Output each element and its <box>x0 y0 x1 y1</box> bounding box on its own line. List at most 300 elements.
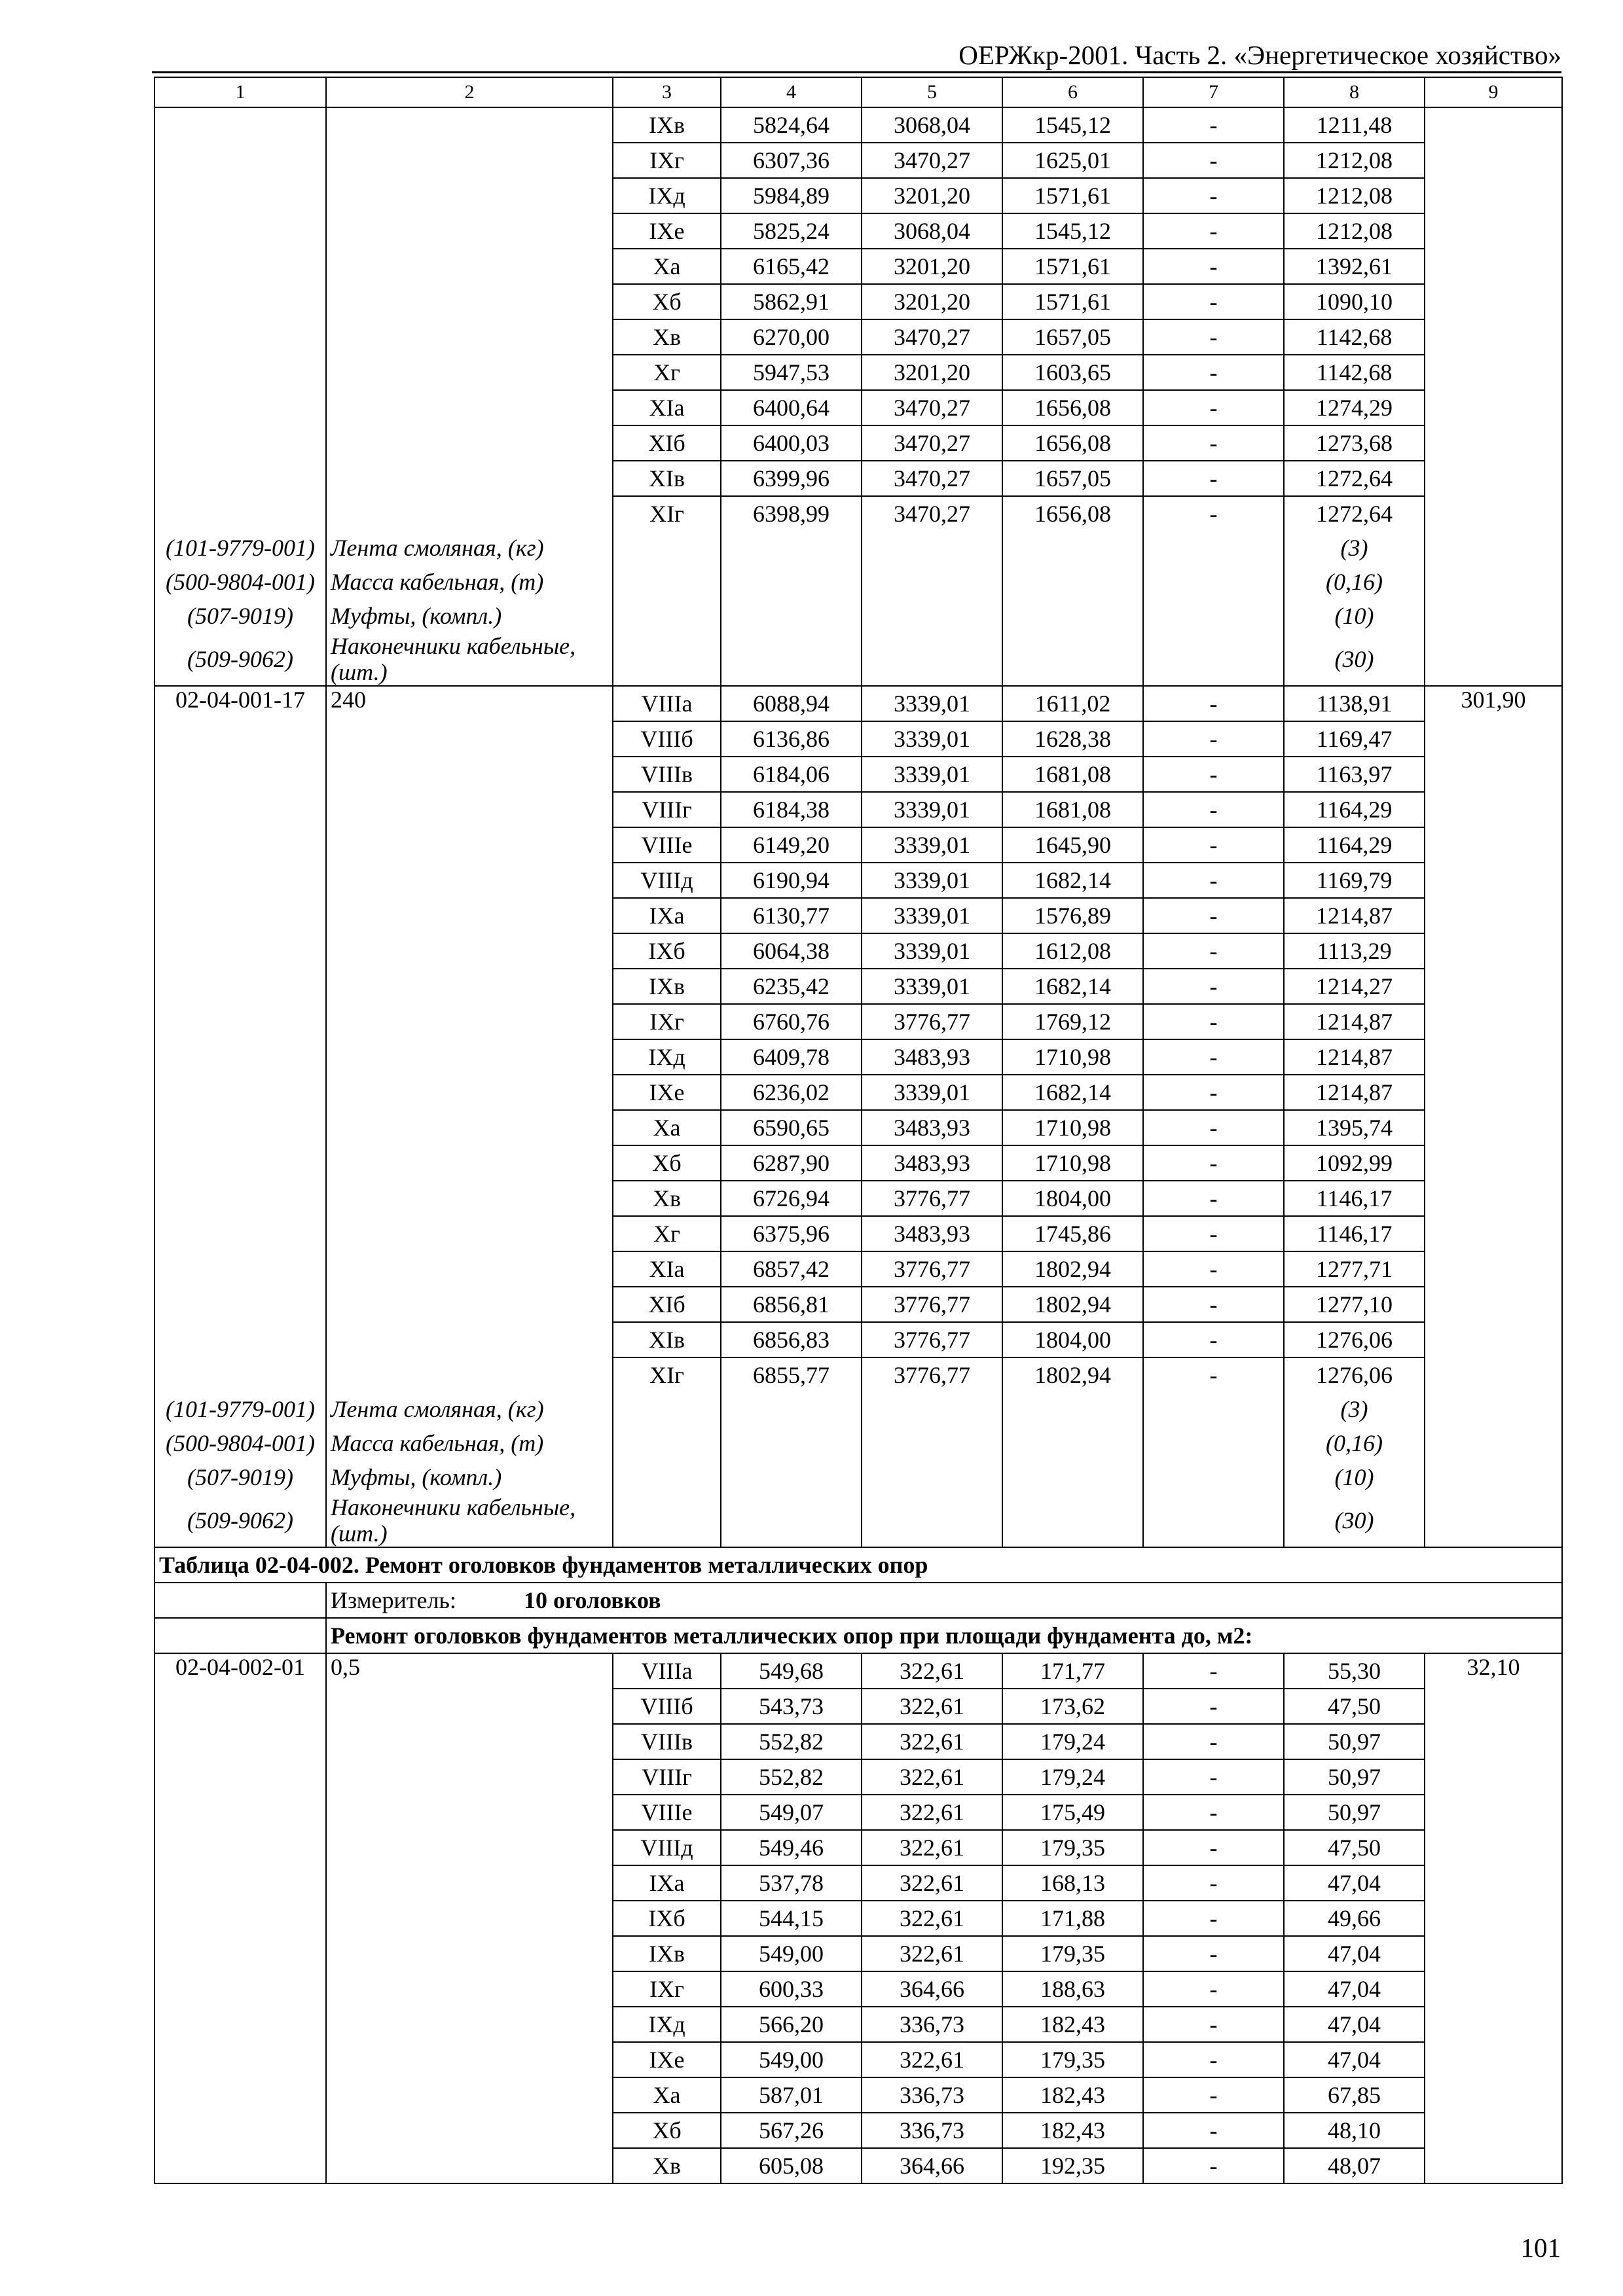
region-zone: Xб <box>613 2113 721 2148</box>
materials-cost: 47,04 <box>1284 2007 1425 2042</box>
materials-cost: 1142,68 <box>1284 355 1425 390</box>
machine-operation: 1571,61 <box>1002 284 1143 319</box>
driver-wages: - <box>1143 1971 1284 2007</box>
direct-costs: 549,46 <box>721 1830 862 1865</box>
materials-cost: 1214,87 <box>1284 1039 1425 1075</box>
direct-costs: 549,07 <box>721 1795 862 1830</box>
driver-wages: - <box>1143 1075 1284 1110</box>
labor-wages: 3470,27 <box>862 425 1002 461</box>
direct-costs: 6726,94 <box>721 1181 862 1216</box>
labor-wages: 364,66 <box>862 2148 1002 2183</box>
direct-costs: 5825,24 <box>721 213 862 249</box>
driver-wages: - <box>1143 213 1284 249</box>
labor-wages: 3339,01 <box>862 1075 1002 1110</box>
empty-cell <box>862 633 1002 686</box>
rate-row <box>155 1653 1562 1689</box>
direct-costs: 6270,00 <box>721 319 862 355</box>
empty-cell <box>721 599 862 633</box>
direct-costs: 537,78 <box>721 1865 862 1901</box>
materials-cost: 1146,17 <box>1284 1181 1425 1216</box>
empty-cell <box>613 1392 721 1426</box>
driver-wages: - <box>1143 1110 1284 1145</box>
machine-operation: 1681,08 <box>1002 757 1143 792</box>
material-row <box>155 633 1562 686</box>
region-zone: Xб <box>613 1145 721 1181</box>
direct-costs: 6307,36 <box>721 143 862 178</box>
driver-wages: - <box>1143 2077 1284 2113</box>
region-zone: IXд <box>613 178 721 213</box>
material-name: Лента смоляная, (кг) <box>326 1392 613 1426</box>
rate-name: 0,5 <box>326 1653 613 2183</box>
empty-cell <box>155 1583 326 1618</box>
labor-wages: 336,73 <box>862 2007 1002 2042</box>
material-name: Масса кабельная, (т) <box>326 1426 613 1460</box>
materials-cost: 1212,08 <box>1284 178 1425 213</box>
direct-costs: 5947,53 <box>721 355 862 390</box>
region-zone: Xa <box>613 1110 721 1145</box>
material-row <box>155 1426 1562 1460</box>
direct-costs: 5862,91 <box>721 284 862 319</box>
direct-costs: 6855,77 <box>721 1357 862 1392</box>
machine-operation: 1571,61 <box>1002 178 1143 213</box>
direct-costs: 549,00 <box>721 2042 862 2077</box>
rate-name: 240 <box>326 686 613 1392</box>
materials-cost: 1090,10 <box>1284 284 1425 319</box>
empty-cell <box>613 565 721 599</box>
table-title: Таблица 02-04-002. Ремонт оголовков фундаментов металлических опор <box>155 1547 1562 1583</box>
machine-operation: 1802,94 <box>1002 1357 1143 1392</box>
driver-wages: - <box>1143 1287 1284 1322</box>
driver-wages: - <box>1143 1901 1284 1936</box>
machine-operation: 1769,12 <box>1002 1004 1143 1039</box>
machine-operation: 1657,05 <box>1002 461 1143 496</box>
empty-cell <box>613 531 721 565</box>
labor-wages: 322,61 <box>862 1653 1002 1689</box>
driver-wages: - <box>1143 496 1284 531</box>
machine-operation: 179,35 <box>1002 1936 1143 1971</box>
labor-wages: 364,66 <box>862 1971 1002 2007</box>
materials-cost: 1146,17 <box>1284 1216 1425 1251</box>
labor-wages: 3776,77 <box>862 1251 1002 1287</box>
region-zone: VIIIб <box>613 1689 721 1724</box>
materials-cost: 1272,64 <box>1284 461 1425 496</box>
driver-wages: - <box>1143 933 1284 969</box>
materials-cost: 47,04 <box>1284 1971 1425 2007</box>
empty-cell <box>613 633 721 686</box>
machine-operation: 1682,14 <box>1002 969 1143 1004</box>
labor-wages: 3339,01 <box>862 792 1002 827</box>
materials-cost: 47,50 <box>1284 1689 1425 1724</box>
material-name: Масса кабельная, (т) <box>326 565 613 599</box>
driver-wages: - <box>1143 178 1284 213</box>
driver-wages: - <box>1143 1830 1284 1865</box>
region-zone: Xб <box>613 284 721 319</box>
labor-hours <box>1425 107 1562 686</box>
materials-cost: 1272,64 <box>1284 496 1425 531</box>
direct-costs: 6235,42 <box>721 969 862 1004</box>
materials-cost: 1138,91 <box>1284 686 1425 721</box>
region-zone: VIIIa <box>613 686 721 721</box>
labor-wages: 3339,01 <box>862 863 1002 898</box>
direct-costs: 6136,86 <box>721 721 862 757</box>
materials-cost: 1163,97 <box>1284 757 1425 792</box>
material-quantity: (10) <box>1284 599 1425 633</box>
empty-cell <box>1143 1460 1284 1494</box>
labor-wages: 3776,77 <box>862 1322 1002 1357</box>
driver-wages: - <box>1143 1357 1284 1392</box>
region-zone: Xa <box>613 249 721 284</box>
labor-wages: 336,73 <box>862 2113 1002 2148</box>
direct-costs: 6856,81 <box>721 1287 862 1322</box>
materials-cost: 1395,74 <box>1284 1110 1425 1145</box>
region-zone: IXб <box>613 1901 721 1936</box>
machine-operation: 1645,90 <box>1002 827 1143 863</box>
driver-wages: - <box>1143 284 1284 319</box>
direct-costs: 6409,78 <box>721 1039 862 1075</box>
direct-costs: 6398,99 <box>721 496 862 531</box>
materials-cost: 47,04 <box>1284 2042 1425 2077</box>
driver-wages: - <box>1143 686 1284 721</box>
driver-wages: - <box>1143 1724 1284 1759</box>
empty-cell <box>862 1494 1002 1547</box>
machine-operation: 1710,98 <box>1002 1145 1143 1181</box>
direct-costs: 5824,64 <box>721 107 862 143</box>
materials-cost: 50,97 <box>1284 1795 1425 1830</box>
driver-wages: - <box>1143 2113 1284 2148</box>
empty-cell <box>721 531 862 565</box>
driver-wages: - <box>1143 1004 1284 1039</box>
direct-costs: 552,82 <box>721 1759 862 1795</box>
direct-costs: 6184,06 <box>721 757 862 792</box>
labor-wages: 322,61 <box>862 1689 1002 1724</box>
meter-value: 10 оголовков <box>524 1587 661 1613</box>
table-title-row <box>155 1547 1562 1583</box>
machine-operation: 1682,14 <box>1002 1075 1143 1110</box>
labor-wages: 3068,04 <box>862 213 1002 249</box>
empty-cell <box>613 1494 721 1547</box>
machine-operation: 1603,65 <box>1002 355 1143 390</box>
labor-wages: 3068,04 <box>862 107 1002 143</box>
empty-cell <box>1143 1494 1284 1547</box>
direct-costs: 6400,64 <box>721 390 862 425</box>
direct-costs: 6088,94 <box>721 686 862 721</box>
material-row <box>155 1494 1562 1547</box>
empty-cell <box>862 565 1002 599</box>
direct-costs: 543,73 <box>721 1689 862 1724</box>
materials-cost: 1113,29 <box>1284 933 1425 969</box>
subtitle-row <box>155 1618 1562 1653</box>
material-code: (500-9804-001) <box>155 1426 326 1460</box>
empty-cell <box>1002 1460 1143 1494</box>
driver-wages: - <box>1143 1759 1284 1795</box>
materials-cost: 1274,29 <box>1284 390 1425 425</box>
machine-operation: 1804,00 <box>1002 1322 1143 1357</box>
region-zone: Xв <box>613 2148 721 2183</box>
table-subtitle: Ремонт оголовков фундаментов металлических опор при площади фундамента до, м2: <box>326 1618 1562 1653</box>
machine-operation: 1656,08 <box>1002 496 1143 531</box>
rate-row <box>155 107 1562 143</box>
machine-operation: 1656,08 <box>1002 425 1143 461</box>
region-zone: VIIIг <box>613 792 721 827</box>
direct-costs: 587,01 <box>721 2077 862 2113</box>
material-quantity: (0,16) <box>1284 1426 1425 1460</box>
empty-cell <box>721 633 862 686</box>
region-zone: IXe <box>613 213 721 249</box>
machine-operation: 1804,00 <box>1002 1181 1143 1216</box>
direct-costs: 6400,03 <box>721 425 862 461</box>
empty-cell <box>1002 1494 1143 1547</box>
column-number: 9 <box>1425 77 1562 107</box>
empty-cell <box>862 1460 1002 1494</box>
direct-costs: 6149,20 <box>721 827 862 863</box>
machine-operation: 1545,12 <box>1002 213 1143 249</box>
direct-costs: 6760,76 <box>721 1004 862 1039</box>
empty-cell <box>613 599 721 633</box>
labor-wages: 3201,20 <box>862 284 1002 319</box>
labor-wages: 3339,01 <box>862 757 1002 792</box>
machine-operation: 171,77 <box>1002 1653 1143 1689</box>
region-zone: IXд <box>613 2007 721 2042</box>
materials-cost: 1277,71 <box>1284 1251 1425 1287</box>
meter-label: Измеритель: <box>331 1587 456 1613</box>
materials-cost: 1214,87 <box>1284 1075 1425 1110</box>
machine-operation: 1628,38 <box>1002 721 1143 757</box>
column-number: 7 <box>1143 77 1284 107</box>
empty-cell <box>1143 633 1284 686</box>
labor-wages: 322,61 <box>862 1901 1002 1936</box>
material-code: (507-9019) <box>155 1460 326 1494</box>
labor-wages: 322,61 <box>862 1830 1002 1865</box>
driver-wages: - <box>1143 1653 1284 1689</box>
machine-operation: 175,49 <box>1002 1795 1143 1830</box>
material-row <box>155 1460 1562 1494</box>
labor-wages: 3483,93 <box>862 1145 1002 1181</box>
materials-cost: 1273,68 <box>1284 425 1425 461</box>
labor-wages: 3483,93 <box>862 1110 1002 1145</box>
material-code: (509-9062) <box>155 633 326 686</box>
materials-cost: 1169,47 <box>1284 721 1425 757</box>
header-rule <box>152 71 1561 73</box>
rates-table <box>154 77 1563 2184</box>
machine-operation: 1710,98 <box>1002 1110 1143 1145</box>
machine-operation: 1657,05 <box>1002 319 1143 355</box>
region-zone: Xв <box>613 1181 721 1216</box>
region-zone: VIIIa <box>613 1653 721 1689</box>
column-number: 8 <box>1284 77 1425 107</box>
machine-operation: 1681,08 <box>1002 792 1143 827</box>
region-zone: VIIIд <box>613 1830 721 1865</box>
labor-wages: 3201,20 <box>862 178 1002 213</box>
direct-costs: 6064,38 <box>721 933 862 969</box>
direct-costs: 6375,96 <box>721 1216 862 1251</box>
machine-operation: 179,24 <box>1002 1724 1143 1759</box>
machine-operation: 182,43 <box>1002 2113 1143 2148</box>
direct-costs: 6590,65 <box>721 1110 862 1145</box>
machine-operation: 171,88 <box>1002 1901 1143 1936</box>
labor-wages: 3776,77 <box>862 1004 1002 1039</box>
machine-operation: 1656,08 <box>1002 390 1143 425</box>
materials-cost: 1169,79 <box>1284 863 1425 898</box>
machine-operation: 179,24 <box>1002 1759 1143 1795</box>
materials-cost: 1211,48 <box>1284 107 1425 143</box>
empty-cell <box>721 1392 862 1426</box>
materials-cost: 1214,87 <box>1284 1004 1425 1039</box>
region-zone: VIIIe <box>613 1795 721 1830</box>
labor-wages: 3776,77 <box>862 1181 1002 1216</box>
labor-wages: 322,61 <box>862 1865 1002 1901</box>
direct-costs: 6190,94 <box>721 863 862 898</box>
machine-operation: 1802,94 <box>1002 1251 1143 1287</box>
material-row <box>155 599 1562 633</box>
material-quantity: (30) <box>1284 633 1425 686</box>
empty-cell <box>1143 1426 1284 1460</box>
driver-wages: - <box>1143 1039 1284 1075</box>
empty-cell <box>1002 633 1143 686</box>
materials-cost: 50,97 <box>1284 1724 1425 1759</box>
empty-cell <box>1002 531 1143 565</box>
direct-costs: 552,82 <box>721 1724 862 1759</box>
labor-wages: 3339,01 <box>862 827 1002 863</box>
machine-operation: 1576,89 <box>1002 898 1143 933</box>
machine-operation: 173,62 <box>1002 1689 1143 1724</box>
region-zone: VIIIe <box>613 827 721 863</box>
empty-cell <box>1002 565 1143 599</box>
labor-wages: 3776,77 <box>862 1287 1002 1322</box>
direct-costs: 549,68 <box>721 1653 862 1689</box>
driver-wages: - <box>1143 1145 1284 1181</box>
driver-wages: - <box>1143 107 1284 143</box>
materials-cost: 47,04 <box>1284 1865 1425 1901</box>
direct-costs: 6287,90 <box>721 1145 862 1181</box>
materials-cost: 1164,29 <box>1284 792 1425 827</box>
driver-wages: - <box>1143 1251 1284 1287</box>
materials-cost: 48,10 <box>1284 2113 1425 2148</box>
direct-costs: 544,15 <box>721 1901 862 1936</box>
region-zone: Xг <box>613 1216 721 1251</box>
region-zone: VIIIг <box>613 1759 721 1795</box>
labor-wages: 322,61 <box>862 1795 1002 1830</box>
direct-costs: 6236,02 <box>721 1075 862 1110</box>
machine-operation: 168,13 <box>1002 1865 1143 1901</box>
direct-costs: 5984,89 <box>721 178 862 213</box>
region-zone: XIг <box>613 1357 721 1392</box>
labor-wages: 3470,27 <box>862 390 1002 425</box>
material-name: Муфты, (компл.) <box>326 599 613 633</box>
empty-cell <box>1143 1392 1284 1426</box>
empty-cell <box>721 565 862 599</box>
driver-wages: - <box>1143 425 1284 461</box>
region-zone: XIв <box>613 461 721 496</box>
labor-wages: 3483,93 <box>862 1216 1002 1251</box>
region-zone: IXд <box>613 1039 721 1075</box>
materials-cost: 55,30 <box>1284 1653 1425 1689</box>
driver-wages: - <box>1143 757 1284 792</box>
region-zone: IXe <box>613 1075 721 1110</box>
driver-wages: - <box>1143 249 1284 284</box>
labor-wages: 3470,27 <box>862 496 1002 531</box>
empty-cell <box>1002 1392 1143 1426</box>
meter-row <box>155 1583 1562 1618</box>
region-zone: XIa <box>613 1251 721 1287</box>
driver-wages: - <box>1143 1865 1284 1901</box>
materials-cost: 1214,87 <box>1284 898 1425 933</box>
materials-cost: 1276,06 <box>1284 1357 1425 1392</box>
machine-operation: 188,63 <box>1002 1971 1143 2007</box>
materials-cost: 47,50 <box>1284 1830 1425 1865</box>
empty-cell <box>1143 599 1284 633</box>
direct-costs: 6184,38 <box>721 792 862 827</box>
driver-wages: - <box>1143 827 1284 863</box>
driver-wages: - <box>1143 461 1284 496</box>
materials-cost: 1212,08 <box>1284 143 1425 178</box>
region-zone: IXг <box>613 1004 721 1039</box>
machine-operation: 1545,12 <box>1002 107 1143 143</box>
column-number: 6 <box>1002 77 1143 107</box>
driver-wages: - <box>1143 2007 1284 2042</box>
materials-cost: 1212,08 <box>1284 213 1425 249</box>
labor-wages: 322,61 <box>862 2042 1002 2077</box>
materials-cost: 1092,99 <box>1284 1145 1425 1181</box>
material-code: (500-9804-001) <box>155 565 326 599</box>
labor-hours: 301,90 <box>1425 686 1562 1547</box>
labor-wages: 3339,01 <box>862 933 1002 969</box>
materials-cost: 48,07 <box>1284 2148 1425 2183</box>
empty-cell <box>862 1392 1002 1426</box>
empty-cell <box>862 531 1002 565</box>
material-name: Наконечники кабельные, (шт.) <box>326 1494 613 1547</box>
empty-cell <box>862 1426 1002 1460</box>
region-zone: VIIIд <box>613 863 721 898</box>
empty-cell <box>613 1426 721 1460</box>
empty-cell <box>862 599 1002 633</box>
material-code: (101-9779-001) <box>155 531 326 565</box>
material-quantity: (0,16) <box>1284 565 1425 599</box>
machine-operation: 1682,14 <box>1002 863 1143 898</box>
region-zone: VIIIв <box>613 757 721 792</box>
labor-wages: 322,61 <box>862 1936 1002 1971</box>
machine-operation: 192,35 <box>1002 2148 1143 2183</box>
direct-costs: 6399,96 <box>721 461 862 496</box>
labor-wages: 3470,27 <box>862 143 1002 178</box>
driver-wages: - <box>1143 143 1284 178</box>
driver-wages: - <box>1143 2148 1284 2183</box>
empty-cell <box>1143 531 1284 565</box>
region-zone: XIв <box>613 1322 721 1357</box>
rate-name <box>326 107 613 531</box>
machine-operation: 179,35 <box>1002 1830 1143 1865</box>
materials-cost: 1276,06 <box>1284 1322 1425 1357</box>
running-header: ОЕРЖкр-2001. Часть 2. «Энергетическое хозяйство» <box>958 40 1561 70</box>
materials-cost: 47,04 <box>1284 1936 1425 1971</box>
column-number: 4 <box>721 77 862 107</box>
driver-wages: - <box>1143 1689 1284 1724</box>
driver-wages: - <box>1143 863 1284 898</box>
driver-wages: - <box>1143 1936 1284 1971</box>
empty-cell <box>613 1460 721 1494</box>
direct-costs: 549,00 <box>721 1936 862 1971</box>
rate-code <box>155 107 326 531</box>
region-zone: Xa <box>613 2077 721 2113</box>
machine-operation: 182,43 <box>1002 2007 1143 2042</box>
labor-wages: 3201,20 <box>862 249 1002 284</box>
region-zone: IXг <box>613 1971 721 2007</box>
material-quantity: (3) <box>1284 1392 1425 1426</box>
empty-cell <box>155 1618 326 1653</box>
driver-wages: - <box>1143 1795 1284 1830</box>
labor-wages: 3339,01 <box>862 721 1002 757</box>
page-number: 101 <box>1520 2233 1561 2263</box>
materials-cost: 1164,29 <box>1284 827 1425 863</box>
